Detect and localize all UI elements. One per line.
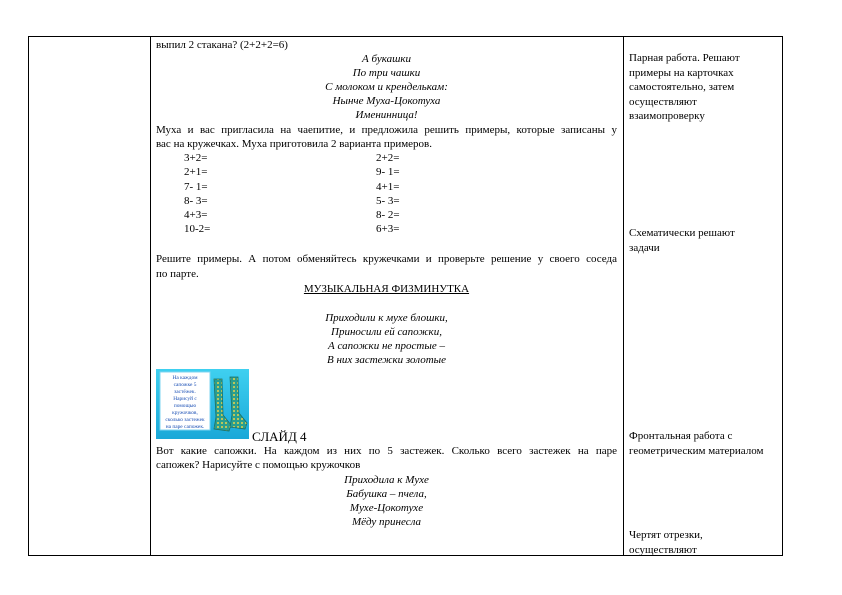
note-line: осуществляют [629,543,697,556]
paragraph-line: сапожек? Нарисуйте с помощью кружочков [156,459,361,471]
note-line: Чертят отрезки, [629,529,703,541]
example-right: 9- 1= [376,166,400,178]
slide-image-text: на паре сапожек. [165,424,205,430]
slide-image-text: сколько застежек [165,417,205,423]
slide-image-text: сапожке 5 [173,382,197,388]
note-line: геометрическим материалом [629,444,764,457]
paragraph-line: Решите примеры. А потом обменяйтесь кружечками и проверьте решение у своего соседа [156,253,617,265]
lesson-table [28,36,783,556]
note-line: Парная работа. Решают [629,52,740,64]
slide-image-text: На каждом [172,375,198,381]
section-heading-text: МУЗЫКАЛЬНАЯ ФИЗМИНУТКА [303,283,470,295]
poem2-line: В них застежки золотые [327,354,446,366]
paragraph-line: вас на кружечках. Муха приготовила 2 варианта примеров. [156,138,432,150]
poem3-line: Приходила к Мухе [344,474,429,486]
note-line: Схематически решают [629,227,735,239]
poem3-line: Мёду принесла [351,516,422,528]
note-line: самостоятельно, затем [629,81,735,93]
table-row [29,37,783,556]
slide-image-text: Нарисуй с [173,396,197,402]
example-right: 2+2= [376,152,400,164]
slide-image-text: кружочков, [172,410,198,416]
poem2-line: А сапожки не простые – [328,340,445,352]
example-left: 2+1= [184,166,208,178]
intro-line: выпил 2 стакана? (2+2+2=6) [156,39,288,51]
paragraph-line: по парте. [156,268,199,280]
note-line: взаимопроверку [629,110,705,122]
example-left: 10-2= [184,223,211,235]
slide-title: СЛАЙД 4 [252,429,307,444]
poem1-line: С молоком и кренделькам: [325,81,448,93]
note-segments [629,528,778,557]
poem2-line: Приходили к мухе блошки, [325,312,448,324]
note-line: Фронтальная работа с [629,430,733,442]
poem2-line: Приносили ей сапожки, [331,326,442,338]
poem1-line: Именинница! [355,109,418,121]
poem1-line: А букашки [361,53,412,65]
note-schematic [629,226,778,255]
slide-image-text: застёжек. [174,389,196,395]
example-left: 7- 1= [184,181,208,193]
slide-image [156,369,249,439]
example-left: 4+3= [184,209,208,221]
example-right: 6+3= [376,223,400,235]
paragraph-line: Муха и вас пригласила на чаепитие, и предложила решить примеры, которые записаны у [156,124,617,136]
poem1-line: Нынче Муха-Цокотуха [332,95,441,107]
section-heading [156,283,617,296]
left-column-cell [29,37,151,556]
notes-block [624,37,782,555]
content-block [151,37,623,555]
notes-column-cell [624,37,783,556]
note-line: задачи [629,241,660,254]
note-pair-work [629,51,778,124]
poem3-line: Бабушка – пчела, [346,488,427,500]
paragraph-line: Вот какие сапожки. На каждом из них по 5 застежек. Сколько всего застежек на паре [156,445,617,457]
example-right: 4+1= [376,181,400,193]
example-right: 8- 2= [376,209,400,221]
note-line: осуществляют [629,95,697,108]
poem1-line: По три чашки [352,67,421,79]
note-line: примеры на карточках [629,66,734,79]
example-right: 5- 3= [376,195,400,207]
slide-image-text: помощью [173,403,197,409]
example-left: 3+2= [184,152,208,164]
poem3-line: Мухе-Цокотухе [349,502,424,514]
note-frontal [629,429,778,458]
example-left: 8- 3= [184,195,208,207]
content-column-cell [151,37,624,556]
